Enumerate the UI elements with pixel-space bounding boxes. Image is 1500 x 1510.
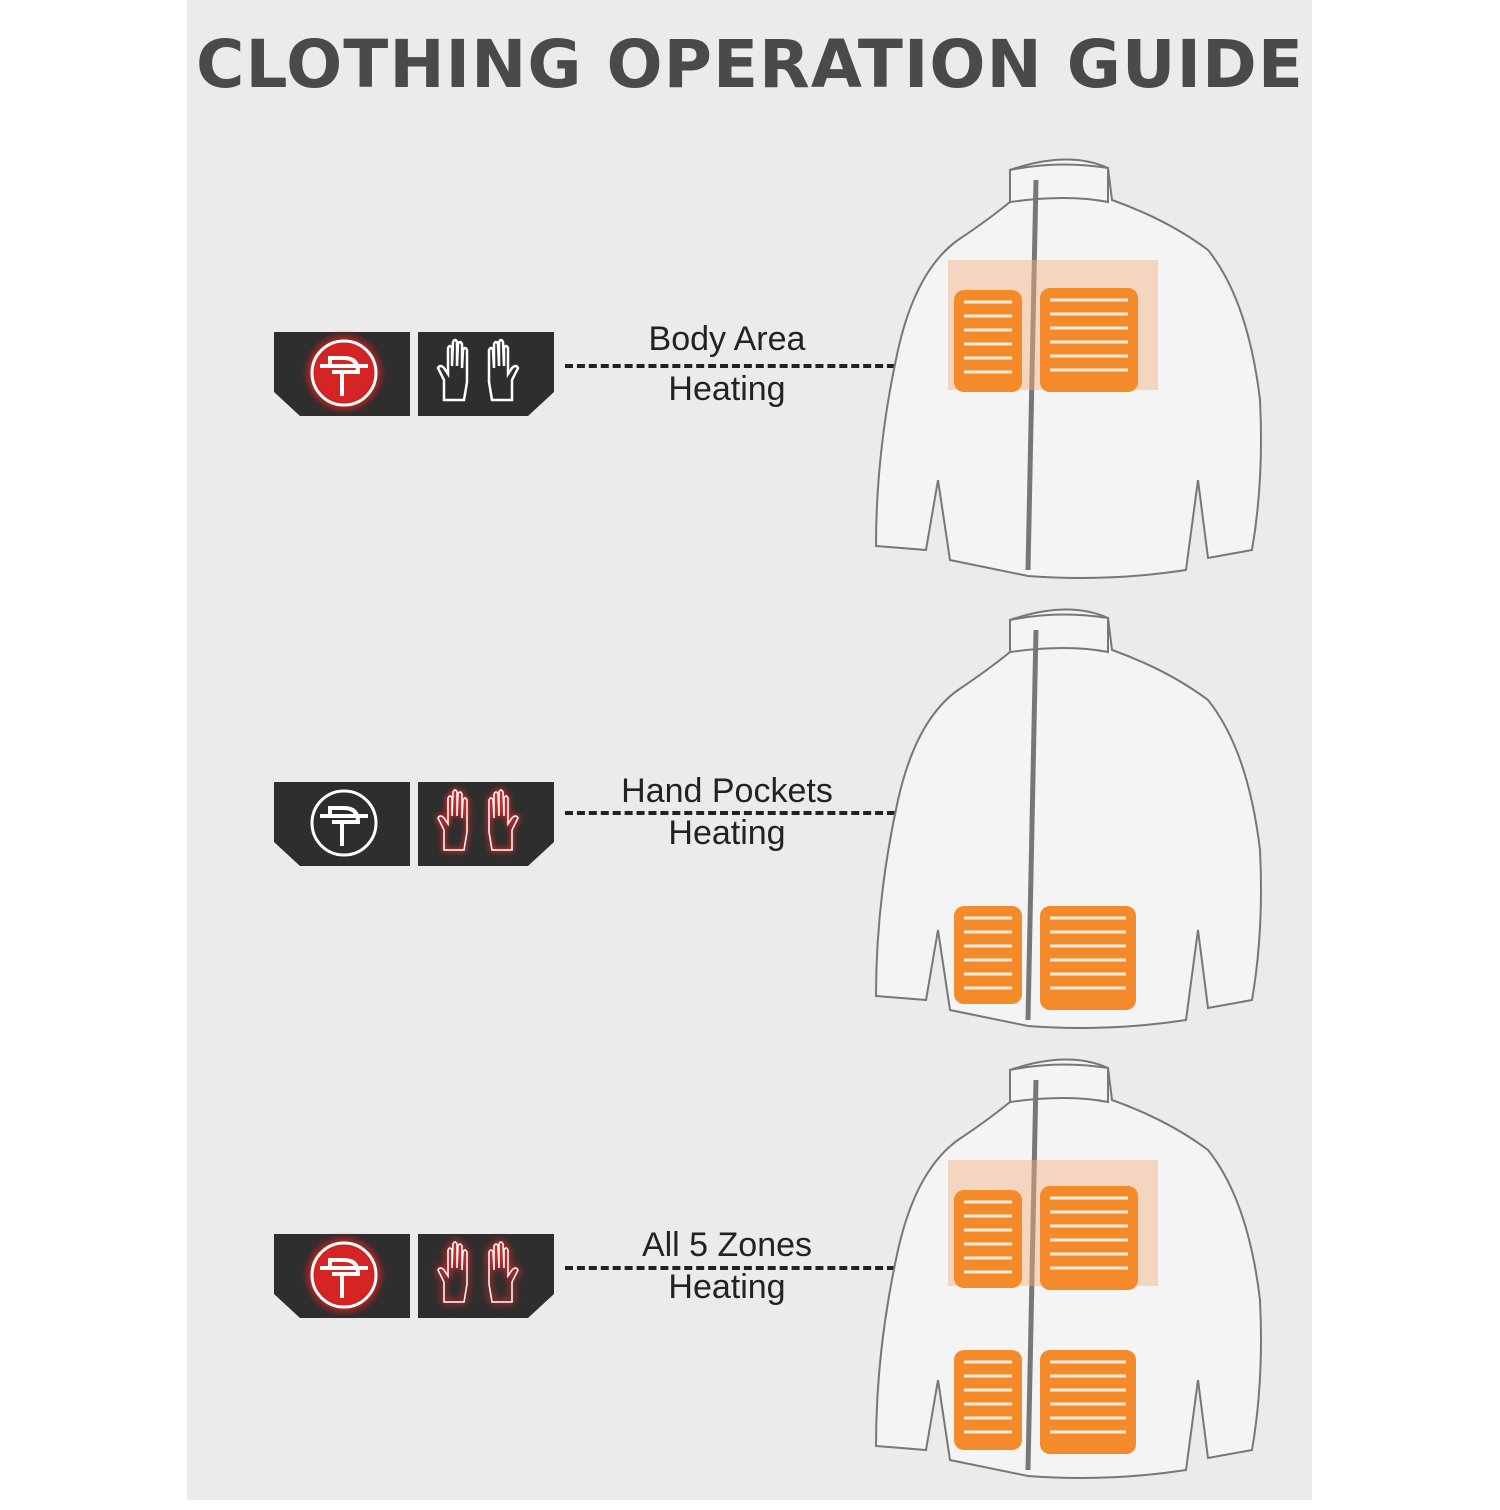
power-button-icon[interactable] bbox=[308, 337, 380, 409]
mode-label-line1: All 5 Zones bbox=[641, 1226, 813, 1264]
mode-label-line2: Heating bbox=[668, 814, 786, 852]
mode-label bbox=[577, 1228, 877, 1304]
mode-label-line1: Hand Pockets bbox=[621, 772, 833, 810]
power-button-icon[interactable] bbox=[308, 1239, 380, 1311]
heating-pad-icon bbox=[954, 906, 1136, 1010]
heating-pad-icon bbox=[948, 260, 1158, 392]
control-panel bbox=[272, 330, 556, 420]
mode-row-body bbox=[0, 150, 1500, 610]
control-panel bbox=[272, 780, 556, 870]
page-title: CLOTHING OPERATION GUIDE bbox=[196, 26, 1304, 103]
mode-label bbox=[577, 774, 877, 850]
jacket-illustration bbox=[868, 150, 1268, 580]
mode-row-all bbox=[0, 1050, 1500, 1510]
jacket-illustration bbox=[868, 1050, 1268, 1480]
jacket-illustration bbox=[868, 600, 1268, 1030]
mode-label bbox=[577, 322, 877, 406]
mode-row-pockets bbox=[0, 600, 1500, 1060]
control-panel bbox=[272, 1232, 556, 1322]
mode-label-line2: Heating bbox=[668, 370, 786, 408]
mode-label-line2: Heating bbox=[668, 1268, 786, 1306]
mode-label-line1: Body Area bbox=[648, 320, 806, 358]
